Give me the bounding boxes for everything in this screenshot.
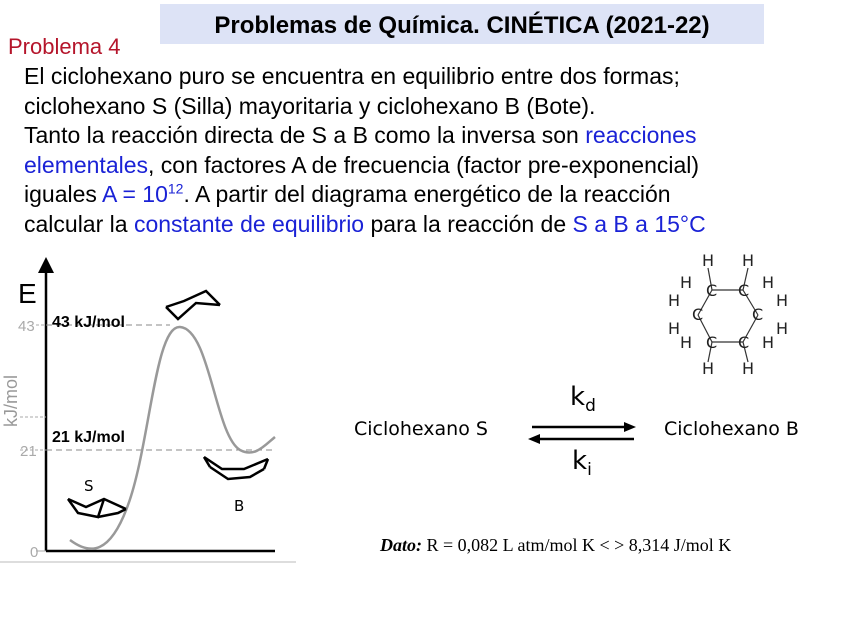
- statement-text: , con factores A de frecuencia (factor pre-exponencial): [148, 151, 700, 178]
- tick-label-21: 21: [20, 443, 37, 460]
- statement-text: . A partir del diagrama energético de la reacción: [183, 181, 671, 207]
- highlight-equilibrium-constant: constante de equilibrio: [133, 210, 365, 237]
- k-reverse-label: [572, 446, 592, 480]
- highlight-frequency-factor: [102, 181, 183, 207]
- equilibrium-arrows: [524, 418, 640, 448]
- frequency-factor-base: A = 10: [102, 181, 168, 207]
- y-unit-label: kJ/mol: [1, 374, 21, 427]
- k-reverse-symbol: k: [572, 446, 588, 476]
- statement-text: Tanto la reacción directa de S a B como la inversa son: [24, 122, 586, 148]
- dato-text: R = 0,082 L atm/mol K < > 8,314 J/mol K: [422, 535, 732, 555]
- statement-text: calcular la: [24, 210, 134, 237]
- statement-line-2: ciclohexano S (Silla) mayoritaria y ciclohexano B (Bote).: [24, 92, 596, 119]
- title-banner: [160, 4, 764, 44]
- atom-c: C: [706, 281, 718, 300]
- k-reverse-subscript: i: [587, 460, 592, 481]
- highlight-reacciones: reacciones: [585, 122, 697, 148]
- dato-note: [380, 535, 731, 556]
- reactant-label: Ciclohexano S: [354, 418, 488, 440]
- atom-h: H: [668, 291, 681, 310]
- forward-arrow-head: [624, 422, 636, 432]
- statement-text: iguales: [24, 181, 103, 207]
- k-forward-subscript: d: [585, 396, 596, 417]
- product-label: Ciclohexano B: [664, 418, 799, 440]
- atom-h: H: [762, 273, 775, 292]
- atom-h: H: [742, 251, 755, 270]
- highlight-elementales: elementales: [24, 151, 149, 178]
- atom-h: H: [776, 319, 789, 338]
- dato-label: Dato:: [380, 535, 422, 555]
- b-label: B: [234, 497, 245, 515]
- atom-h: H: [680, 333, 693, 352]
- atom-h: H: [702, 251, 715, 270]
- tick-label-43: 43: [18, 318, 35, 335]
- transition-state-icon: [166, 291, 220, 319]
- k-forward-symbol: k: [570, 382, 586, 412]
- statement-line-4: [24, 151, 839, 181]
- atom-h: H: [668, 319, 681, 338]
- energy-diagram: [0, 255, 300, 575]
- atom-h: H: [702, 359, 715, 378]
- atom-h: H: [680, 273, 693, 292]
- atom-c: C: [738, 333, 750, 352]
- atom-c: C: [692, 305, 704, 324]
- problem-statement: [24, 62, 839, 239]
- statement-line-1: El ciclohexano puro se encuentra en equilibrio entre dos formas;: [24, 63, 680, 89]
- atom-c: C: [752, 305, 764, 324]
- atom-h: H: [776, 291, 789, 310]
- page-title: Problemas de Química. CINÉTICA (2021-22): [214, 12, 710, 39]
- atom-c: C: [706, 333, 718, 352]
- boat-conformation-icon: [204, 457, 268, 479]
- highlight-condition: S a B a 15°C: [572, 210, 706, 237]
- tick-label-0: 0: [30, 544, 39, 561]
- b-energy-label: 21 kJ/mol: [52, 429, 125, 446]
- problem-label: Problema 4: [8, 34, 121, 59]
- s-label: S: [84, 477, 94, 495]
- statement-text: para la reacción de: [364, 210, 573, 237]
- reverse-arrow-head: [528, 434, 540, 444]
- k-forward-label: [570, 382, 596, 416]
- ts-energy-label: 43 kJ/mol: [52, 314, 125, 331]
- atom-h: H: [742, 359, 755, 378]
- chair-conformation-icon: [68, 499, 126, 517]
- statement-line-3: [24, 121, 839, 151]
- frequency-factor-exponent: 12: [167, 180, 184, 197]
- statement-line-5: [24, 180, 839, 210]
- statement-line-6: [24, 210, 839, 240]
- atom-c: C: [738, 281, 750, 300]
- atom-h: H: [762, 333, 775, 352]
- cyclohexane-structure: [660, 250, 800, 380]
- y-axis-arrow: [38, 257, 54, 273]
- axis-letter: E: [18, 278, 37, 309]
